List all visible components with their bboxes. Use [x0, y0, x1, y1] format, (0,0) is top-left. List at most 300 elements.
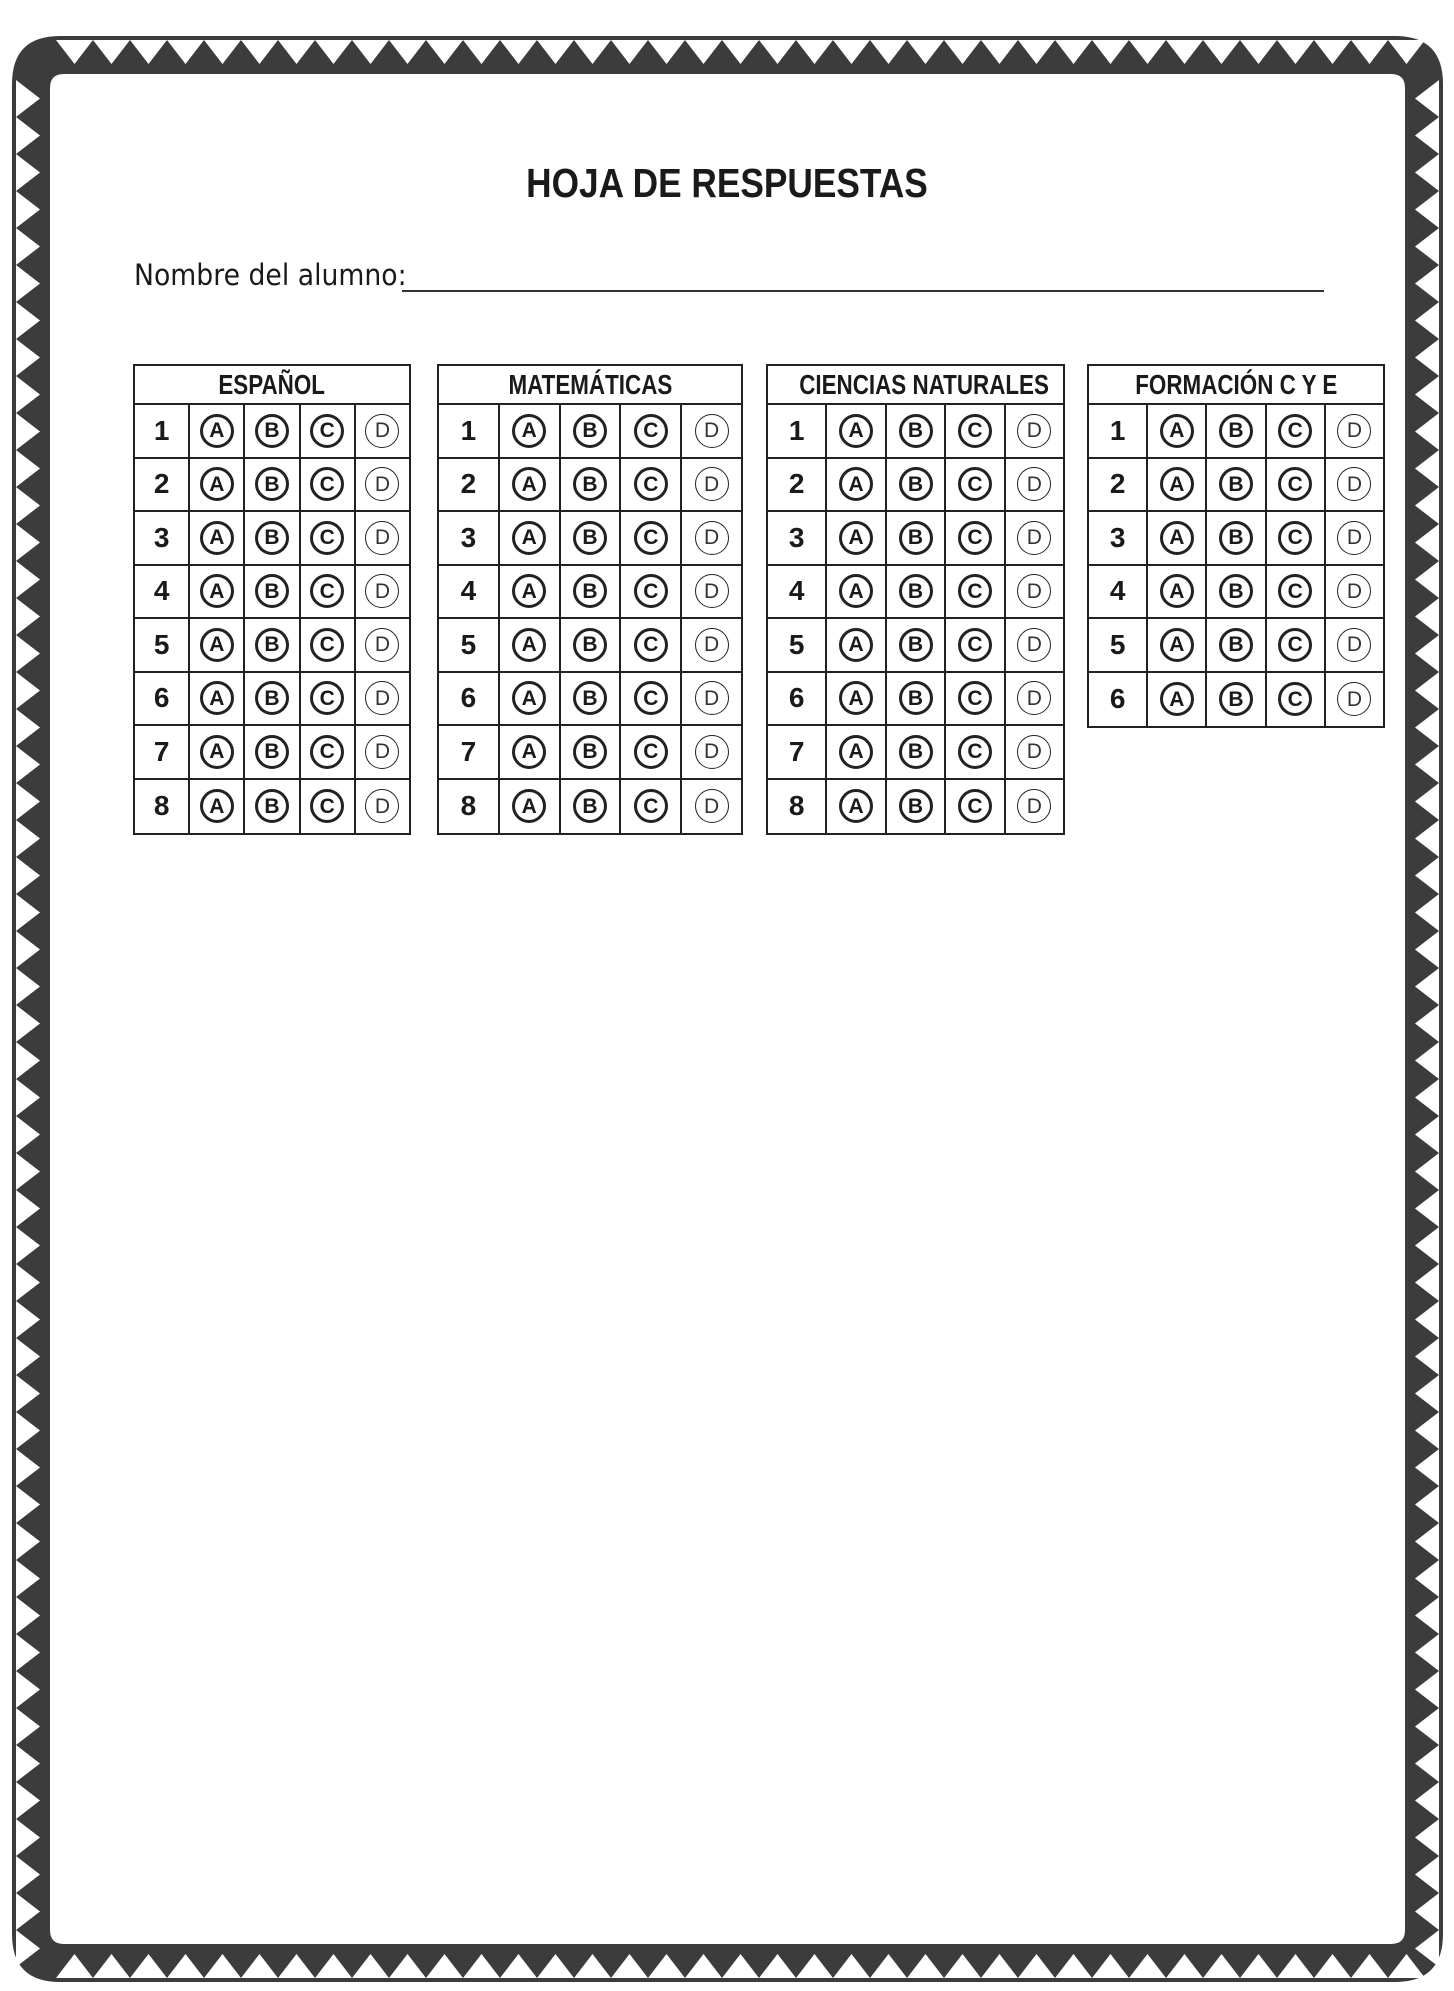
answer-bubble-d[interactable]: D	[1337, 628, 1371, 662]
answer-bubble-c[interactable]: C	[310, 789, 344, 823]
answer-cell	[500, 459, 561, 511]
answer-bubble-d[interactable]: D	[695, 628, 729, 662]
answer-bubble-c[interactable]: C	[1278, 521, 1312, 555]
answer-cell	[887, 673, 946, 725]
answer-bubble-a[interactable]: A	[839, 628, 873, 662]
student-name-label: Nombre del alumno:	[134, 258, 407, 292]
answer-cell	[827, 566, 886, 618]
answer-cell	[621, 726, 682, 778]
question-row	[1089, 405, 1383, 459]
answer-cell	[621, 459, 682, 511]
answer-bubble-a[interactable]: A	[839, 574, 873, 608]
answer-cell	[1148, 619, 1207, 671]
answer-bubble-b[interactable]: B	[1219, 574, 1253, 608]
answer-bubble-d[interactable]: D	[365, 735, 399, 769]
question-number: 3	[1089, 512, 1148, 564]
answer-bubble-c[interactable]: C	[634, 414, 668, 448]
question-number: 8	[439, 780, 500, 834]
answer-bubble-d[interactable]: D	[365, 789, 399, 823]
answer-bubble-a[interactable]: A	[200, 414, 234, 448]
question-row	[439, 459, 741, 513]
answer-cell	[827, 673, 886, 725]
question-row	[135, 619, 409, 673]
question-row	[768, 566, 1063, 620]
answer-cell	[301, 459, 356, 511]
answer-cell	[301, 512, 356, 564]
answer-cell	[1148, 673, 1207, 727]
question-number: 5	[439, 619, 500, 671]
answer-cell	[561, 405, 622, 457]
question-number: 7	[768, 726, 827, 778]
answer-cell	[1006, 405, 1063, 457]
answer-bubble-b[interactable]: B	[1219, 467, 1253, 501]
answer-cell	[1148, 566, 1207, 618]
answer-cell	[621, 780, 682, 834]
answer-bubble-a[interactable]: A	[839, 521, 873, 555]
question-number: 7	[135, 726, 190, 778]
answer-bubble-a[interactable]: A	[1160, 414, 1194, 448]
answer-cell	[682, 405, 741, 457]
answer-bubble-b[interactable]: B	[573, 628, 607, 662]
question-row	[768, 726, 1063, 780]
answer-bubble-c[interactable]: C	[634, 735, 668, 769]
section-title	[1089, 366, 1383, 405]
answer-cell	[500, 512, 561, 564]
question-number: 6	[768, 673, 827, 725]
answer-bubble-a[interactable]: A	[512, 628, 546, 662]
answer-cell	[682, 459, 741, 511]
answer-cell	[827, 459, 886, 511]
answer-bubble-d[interactable]: D	[695, 574, 729, 608]
section-title-text: CIENCIAS NATURALES	[799, 369, 1049, 400]
answer-bubble-b[interactable]: B	[573, 574, 607, 608]
question-number: 3	[768, 512, 827, 564]
answer-cell	[1267, 405, 1326, 457]
answer-bubble-a[interactable]: A	[200, 574, 234, 608]
answer-bubble-a[interactable]: A	[839, 467, 873, 501]
answer-cell	[887, 459, 946, 511]
answer-bubble-c[interactable]: C	[1278, 682, 1312, 716]
answer-sheet-section	[766, 364, 1065, 835]
answer-bubble-d[interactable]: D	[1017, 467, 1051, 501]
answer-bubble-d[interactable]: D	[695, 789, 729, 823]
answer-cell	[245, 459, 300, 511]
question-number: 4	[439, 566, 500, 618]
answer-bubble-b[interactable]: B	[899, 735, 933, 769]
answer-cell	[190, 566, 245, 618]
question-number: 2	[768, 459, 827, 511]
answer-bubble-b[interactable]: B	[1219, 682, 1253, 716]
answer-bubble-b[interactable]: B	[573, 467, 607, 501]
answer-bubble-c[interactable]: C	[310, 681, 344, 715]
question-number: 5	[135, 619, 190, 671]
question-row	[439, 673, 741, 727]
question-number: 8	[768, 780, 827, 834]
answer-cell	[301, 619, 356, 671]
answer-cell	[561, 459, 622, 511]
answer-bubble-d[interactable]: D	[1017, 735, 1051, 769]
question-row	[439, 780, 741, 834]
answer-bubble-b[interactable]: B	[899, 681, 933, 715]
answer-cell	[1207, 405, 1266, 457]
answer-bubble-a[interactable]: A	[200, 467, 234, 501]
answer-bubble-a[interactable]: A	[512, 574, 546, 608]
answer-bubble-b[interactable]: B	[573, 735, 607, 769]
answer-cell	[301, 673, 356, 725]
answer-cell	[356, 780, 409, 834]
answer-bubble-b[interactable]: B	[573, 414, 607, 448]
student-name-field[interactable]	[402, 290, 1324, 292]
answer-cell	[356, 619, 409, 671]
answer-cell	[356, 459, 409, 511]
answer-bubble-b[interactable]: B	[255, 628, 289, 662]
answer-cell	[946, 512, 1005, 564]
answer-cell	[1006, 566, 1063, 618]
answer-bubble-b[interactable]: B	[1219, 628, 1253, 662]
question-row	[1089, 512, 1383, 566]
question-number: 6	[439, 673, 500, 725]
section-title-text: MATEMÁTICAS	[508, 369, 672, 400]
answer-bubble-b[interactable]: B	[1219, 521, 1253, 555]
answer-cell	[887, 566, 946, 618]
answer-bubble-d[interactable]: D	[695, 521, 729, 555]
question-row	[135, 512, 409, 566]
section-title	[439, 366, 741, 405]
answer-cell	[682, 780, 741, 834]
answer-bubble-b[interactable]: B	[255, 789, 289, 823]
answer-bubble-d[interactable]: D	[365, 414, 399, 448]
answer-bubble-d[interactable]: D	[1337, 682, 1371, 716]
answer-cell	[621, 619, 682, 671]
answer-bubble-d[interactable]: D	[1017, 789, 1051, 823]
answer-bubble-c[interactable]: C	[634, 521, 668, 555]
answer-cell	[621, 512, 682, 564]
answer-cell	[1207, 566, 1266, 618]
answer-cell	[190, 673, 245, 725]
answer-cell	[682, 673, 741, 725]
answer-cell	[500, 566, 561, 618]
section-title-text: ESPAÑOL	[218, 369, 326, 400]
answer-cell	[190, 726, 245, 778]
answer-sheet-section	[1087, 364, 1385, 728]
answer-bubble-a[interactable]: A	[512, 414, 546, 448]
answer-bubble-c[interactable]: C	[634, 574, 668, 608]
answer-cell	[621, 405, 682, 457]
answer-cell	[1326, 459, 1383, 511]
question-number: 3	[439, 512, 500, 564]
answer-cell	[500, 619, 561, 671]
answer-bubble-c[interactable]: C	[1278, 414, 1312, 448]
question-row	[439, 619, 741, 673]
answer-cell	[190, 619, 245, 671]
answer-bubble-d[interactable]: D	[365, 467, 399, 501]
question-number: 6	[1089, 673, 1148, 727]
answer-cell	[1326, 405, 1383, 457]
answer-cell	[1326, 566, 1383, 618]
answer-bubble-b[interactable]: B	[573, 789, 607, 823]
answer-bubble-c[interactable]: C	[310, 414, 344, 448]
answer-cell	[887, 405, 946, 457]
answer-cell	[1267, 673, 1326, 727]
answer-bubble-d[interactable]: D	[1017, 414, 1051, 448]
answer-cell	[245, 405, 300, 457]
answer-bubble-a[interactable]: A	[200, 789, 234, 823]
answer-bubble-c[interactable]: C	[310, 521, 344, 555]
answer-cell	[500, 405, 561, 457]
answer-bubble-a[interactable]: A	[839, 735, 873, 769]
answer-sheet-section	[133, 364, 411, 835]
question-row	[1089, 459, 1383, 513]
answer-cell	[356, 726, 409, 778]
answer-bubble-d[interactable]: D	[695, 467, 729, 501]
answer-cell	[682, 566, 741, 618]
answer-bubble-c[interactable]: C	[310, 467, 344, 501]
answer-bubble-b[interactable]: B	[899, 789, 933, 823]
answer-bubble-a[interactable]: A	[839, 414, 873, 448]
answer-bubble-a[interactable]: A	[839, 681, 873, 715]
question-row	[768, 780, 1063, 834]
question-number: 2	[439, 459, 500, 511]
answer-bubble-a[interactable]: A	[200, 735, 234, 769]
answer-bubble-d[interactable]: D	[1017, 521, 1051, 555]
answer-bubble-b[interactable]: B	[899, 521, 933, 555]
question-row	[768, 512, 1063, 566]
question-row	[135, 726, 409, 780]
answer-bubble-a[interactable]: A	[512, 467, 546, 501]
question-number: 8	[135, 780, 190, 834]
answer-bubble-c[interactable]: C	[958, 681, 992, 715]
answer-bubble-d[interactable]: D	[1337, 467, 1371, 501]
answer-cell	[1267, 512, 1326, 564]
answer-bubble-c[interactable]: C	[634, 467, 668, 501]
answer-bubble-b[interactable]: B	[573, 681, 607, 715]
answer-cell	[245, 780, 300, 834]
answer-bubble-a[interactable]: A	[1160, 521, 1194, 555]
answer-bubble-d[interactable]: D	[365, 681, 399, 715]
answer-bubble-a[interactable]: A	[1160, 682, 1194, 716]
question-row	[439, 405, 741, 459]
answer-bubble-d[interactable]: D	[695, 414, 729, 448]
answer-cell	[190, 780, 245, 834]
answer-cell	[1326, 512, 1383, 564]
answer-cell	[946, 619, 1005, 671]
answer-bubble-c[interactable]: C	[310, 628, 344, 662]
answer-bubble-d[interactable]: D	[1017, 628, 1051, 662]
answer-bubble-c[interactable]: C	[1278, 574, 1312, 608]
section-title-text: FORMACIÓN C Y E	[1134, 369, 1338, 400]
answer-cell	[946, 726, 1005, 778]
page-title: HOJA DE RESPUESTAS	[526, 160, 928, 206]
answer-cell	[561, 726, 622, 778]
answer-bubble-b[interactable]: B	[899, 574, 933, 608]
answer-bubble-c[interactable]: C	[958, 467, 992, 501]
answer-cell	[946, 566, 1005, 618]
answer-cell	[1148, 459, 1207, 511]
question-number: 5	[768, 619, 827, 671]
answer-cell	[561, 780, 622, 834]
answer-bubble-a[interactable]: A	[200, 681, 234, 715]
answer-cell	[1267, 459, 1326, 511]
student-name-row	[134, 256, 1324, 296]
answer-bubble-b[interactable]: B	[1219, 414, 1253, 448]
answer-bubble-d[interactable]: D	[1337, 574, 1371, 608]
answer-bubble-c[interactable]: C	[634, 681, 668, 715]
answer-cell	[1326, 619, 1383, 671]
answer-cell	[621, 566, 682, 618]
question-row	[439, 726, 741, 780]
answer-bubble-a[interactable]: A	[1160, 467, 1194, 501]
answer-bubble-d[interactable]: D	[365, 628, 399, 662]
answer-bubble-c[interactable]: C	[310, 735, 344, 769]
answer-cell	[1006, 459, 1063, 511]
answer-cell	[1326, 673, 1383, 727]
answer-cell	[1006, 726, 1063, 778]
question-number: 6	[135, 673, 190, 725]
answer-bubble-a[interactable]: A	[839, 789, 873, 823]
question-row	[1089, 566, 1383, 620]
answer-cell	[1207, 619, 1266, 671]
answer-cell	[301, 405, 356, 457]
answer-cell	[1267, 566, 1326, 618]
answer-cell	[827, 726, 886, 778]
answer-bubble-c[interactable]: C	[958, 574, 992, 608]
question-row	[1089, 673, 1383, 727]
answer-cell	[827, 512, 886, 564]
answer-bubble-b[interactable]: B	[255, 467, 289, 501]
answer-cell	[946, 780, 1005, 834]
answer-bubble-d[interactable]: D	[1337, 521, 1371, 555]
answer-bubble-b[interactable]: B	[255, 681, 289, 715]
question-number: 2	[135, 459, 190, 511]
answer-cell	[1006, 780, 1063, 834]
answer-bubble-a[interactable]: A	[200, 628, 234, 662]
answer-cell	[946, 459, 1005, 511]
answer-cell	[356, 566, 409, 618]
answer-bubble-c[interactable]: C	[1278, 628, 1312, 662]
answer-cell	[1267, 619, 1326, 671]
answer-cell	[1148, 405, 1207, 457]
answer-cell	[245, 512, 300, 564]
section-title	[135, 366, 409, 405]
answer-cell	[500, 726, 561, 778]
question-row	[135, 566, 409, 620]
answer-bubble-a[interactable]: A	[512, 789, 546, 823]
answer-bubble-a[interactable]: A	[1160, 628, 1194, 662]
question-number: 4	[1089, 566, 1148, 618]
question-number: 1	[135, 405, 190, 457]
answer-cell	[946, 673, 1005, 725]
question-number: 4	[135, 566, 190, 618]
answer-bubble-a[interactable]: A	[512, 735, 546, 769]
answer-bubble-b[interactable]: B	[255, 574, 289, 608]
question-row	[768, 619, 1063, 673]
question-number: 3	[135, 512, 190, 564]
question-number: 4	[768, 566, 827, 618]
question-number: 5	[1089, 619, 1148, 671]
answer-cell	[1207, 512, 1266, 564]
question-row	[135, 780, 409, 834]
answer-bubble-b[interactable]: B	[255, 521, 289, 555]
question-row	[768, 673, 1063, 727]
answer-sheet-section	[437, 364, 743, 835]
answer-bubble-b[interactable]: B	[899, 628, 933, 662]
answer-bubble-d[interactable]: D	[1017, 681, 1051, 715]
answer-bubble-a[interactable]: A	[200, 521, 234, 555]
answer-cell	[682, 619, 741, 671]
answer-bubble-d[interactable]: D	[1017, 574, 1051, 608]
question-row	[135, 405, 409, 459]
answer-cell	[827, 780, 886, 834]
answer-bubble-c[interactable]: C	[310, 574, 344, 608]
answer-bubble-c[interactable]: C	[958, 628, 992, 662]
question-row	[439, 566, 741, 620]
answer-cell	[887, 512, 946, 564]
question-row	[768, 405, 1063, 459]
question-row	[439, 512, 741, 566]
question-number: 1	[1089, 405, 1148, 457]
question-row	[1089, 619, 1383, 673]
answer-cell	[887, 780, 946, 834]
answer-cell	[356, 673, 409, 725]
answer-cell	[1006, 619, 1063, 671]
question-row	[768, 459, 1063, 513]
answer-bubble-c[interactable]: C	[634, 789, 668, 823]
answer-bubble-d[interactable]: D	[365, 574, 399, 608]
answer-cell	[301, 726, 356, 778]
answer-cell	[1207, 673, 1266, 727]
answer-cell	[245, 566, 300, 618]
answer-bubble-a[interactable]: A	[512, 681, 546, 715]
answer-bubble-b[interactable]: B	[573, 521, 607, 555]
answer-bubble-c[interactable]: C	[958, 789, 992, 823]
answer-cell	[190, 405, 245, 457]
answer-cell	[887, 726, 946, 778]
answer-bubble-c[interactable]: C	[1278, 467, 1312, 501]
answer-bubble-b[interactable]: B	[255, 735, 289, 769]
answer-bubble-a[interactable]: A	[1160, 574, 1194, 608]
answer-bubble-b[interactable]: B	[255, 414, 289, 448]
question-row	[135, 673, 409, 727]
answer-cell	[190, 512, 245, 564]
answer-cell	[561, 673, 622, 725]
answer-cell	[887, 619, 946, 671]
answer-bubble-a[interactable]: A	[512, 521, 546, 555]
answer-cell	[356, 512, 409, 564]
answer-bubble-b[interactable]: B	[899, 467, 933, 501]
answer-bubble-b[interactable]: B	[899, 414, 933, 448]
answer-cell	[561, 566, 622, 618]
answer-bubble-d[interactable]: D	[1337, 414, 1371, 448]
answer-cell	[245, 726, 300, 778]
answer-bubble-d[interactable]: D	[365, 521, 399, 555]
answer-cell	[245, 619, 300, 671]
answer-bubble-d[interactable]: D	[695, 681, 729, 715]
answer-bubble-d[interactable]: D	[695, 735, 729, 769]
answer-cell	[946, 405, 1005, 457]
answer-cell	[500, 780, 561, 834]
answer-cell	[356, 405, 409, 457]
answer-bubble-c[interactable]: C	[958, 414, 992, 448]
answer-bubble-c[interactable]: C	[958, 521, 992, 555]
section-title	[768, 366, 1063, 405]
answer-cell	[561, 619, 622, 671]
answer-bubble-c[interactable]: C	[958, 735, 992, 769]
question-row	[135, 459, 409, 513]
answer-cell	[245, 673, 300, 725]
answer-bubble-c[interactable]: C	[634, 628, 668, 662]
answer-cell	[1006, 512, 1063, 564]
question-number: 1	[439, 405, 500, 457]
